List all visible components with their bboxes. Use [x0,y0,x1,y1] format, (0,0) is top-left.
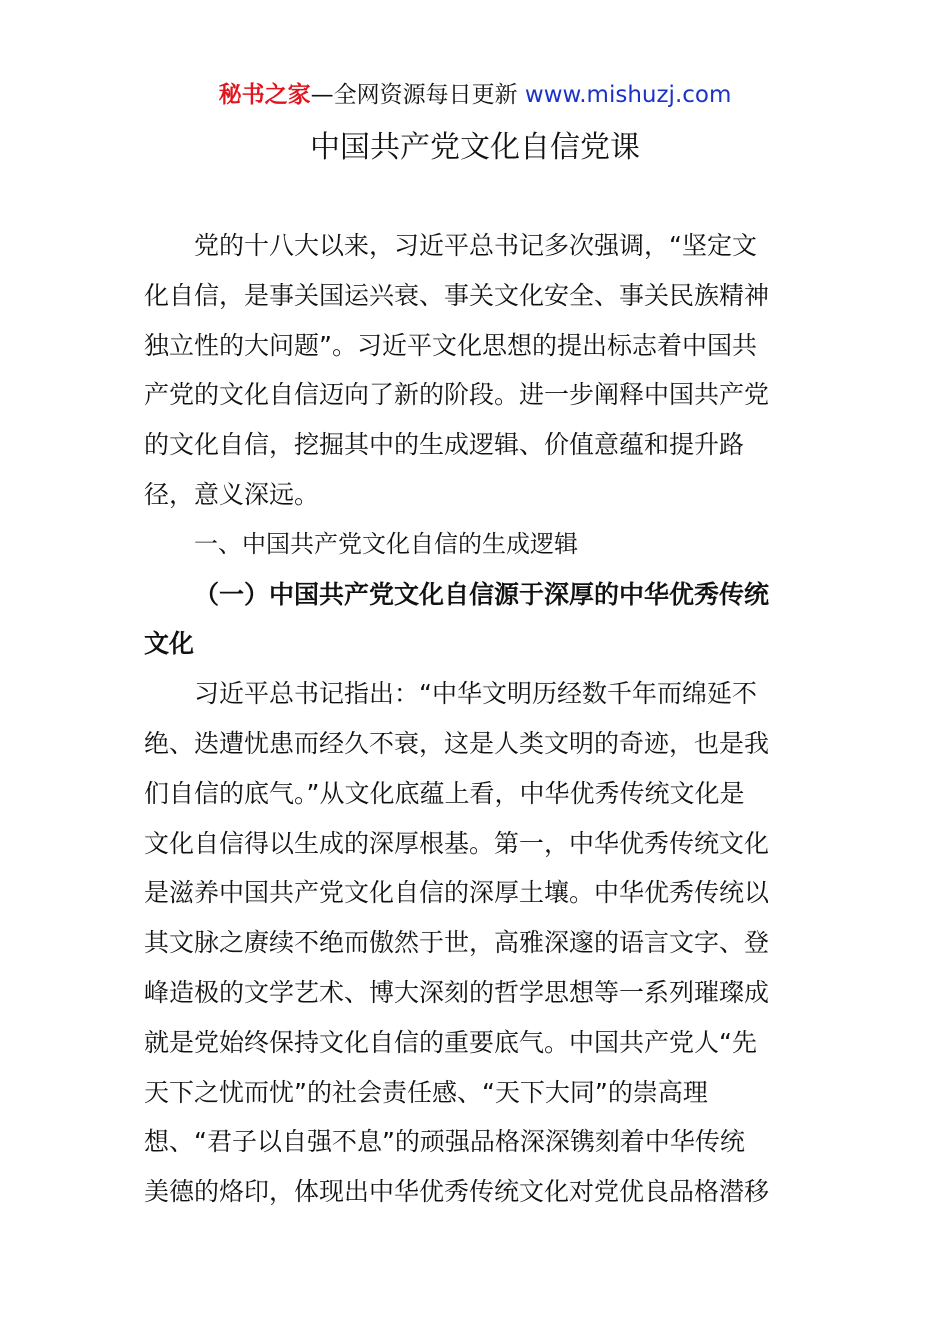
header-slogan: —全网资源每日更新 [310,82,525,108]
paragraph-line: 独立性的大问题”。习近平文化思想的提出标志着中国共 [144,330,757,360]
paragraph-line: 们自信的底气。”从文化底蕴上看，中华优秀传统文化是 [144,778,745,808]
paragraph-line: 其文脉之赓续不绝而傲然于世，高雅深邃的语言文字、登 [144,928,770,958]
section-heading: 一、中国共产党文化自信的生成逻辑 [194,529,578,558]
paragraph-line: 产党的文化自信迈向了新的阶段。进一步阐释中国共产党 [144,380,770,410]
document-title: 中国共产党文化自信党课 [310,130,640,165]
subsection-heading: （一）中国共产党文化自信源于深厚的中华优秀传统 [194,579,770,609]
document-body [144,221,809,1217]
subsection-heading-cont: 文化 [144,629,195,659]
header-url-link[interactable]: www.mishuzj.com [524,82,732,108]
paragraph-line: 峰造极的文学艺术、博大深刻的哲学思想等一系列璀璨成 [144,977,770,1007]
paragraph-line: 化自信，是事关国运兴衰、事关文化安全、事关民族精神 [144,280,770,310]
site-header [0,78,950,112]
paragraph-line: 是滋养中国共产党文化自信的深厚土壤。中华优秀传统以 [144,878,770,908]
paragraph-line: 党的十八大以来，习近平总书记多次强调，“坚定文 [194,231,757,260]
paragraph-line: 习近平总书记指出：“中华文明历经数千年而绵延不 [194,679,757,709]
paragraph-line: 就是党始终保持文化自信的重要底气。中国共产党人“先 [144,1027,757,1057]
paragraph-line: 绝、迭遭忧患而经久不衰，这是人类文明的奇迹，也是我 [144,728,770,758]
paragraph-line: 想、“君子以自强不息”的顽强品格深深镌刻着中华传统 [144,1127,745,1157]
paragraph-line: 天下之忧而忧”的社会责任感、“天下大同”的崇高理 [144,1077,708,1107]
paragraph-line: 美德的烙印，体现出中华优秀传统文化对党优良品格潜移 [144,1177,770,1207]
header-brand: 秘书之家 [218,82,311,108]
paragraph-line: 的文化自信，挖掘其中的生成逻辑、价值意蕴和提升路 [144,430,745,460]
paragraph-line: 文化自信得以生成的深厚根基。第一，中华优秀传统文化 [144,828,770,858]
paragraph-line: 径，意义深远。 [144,479,320,509]
